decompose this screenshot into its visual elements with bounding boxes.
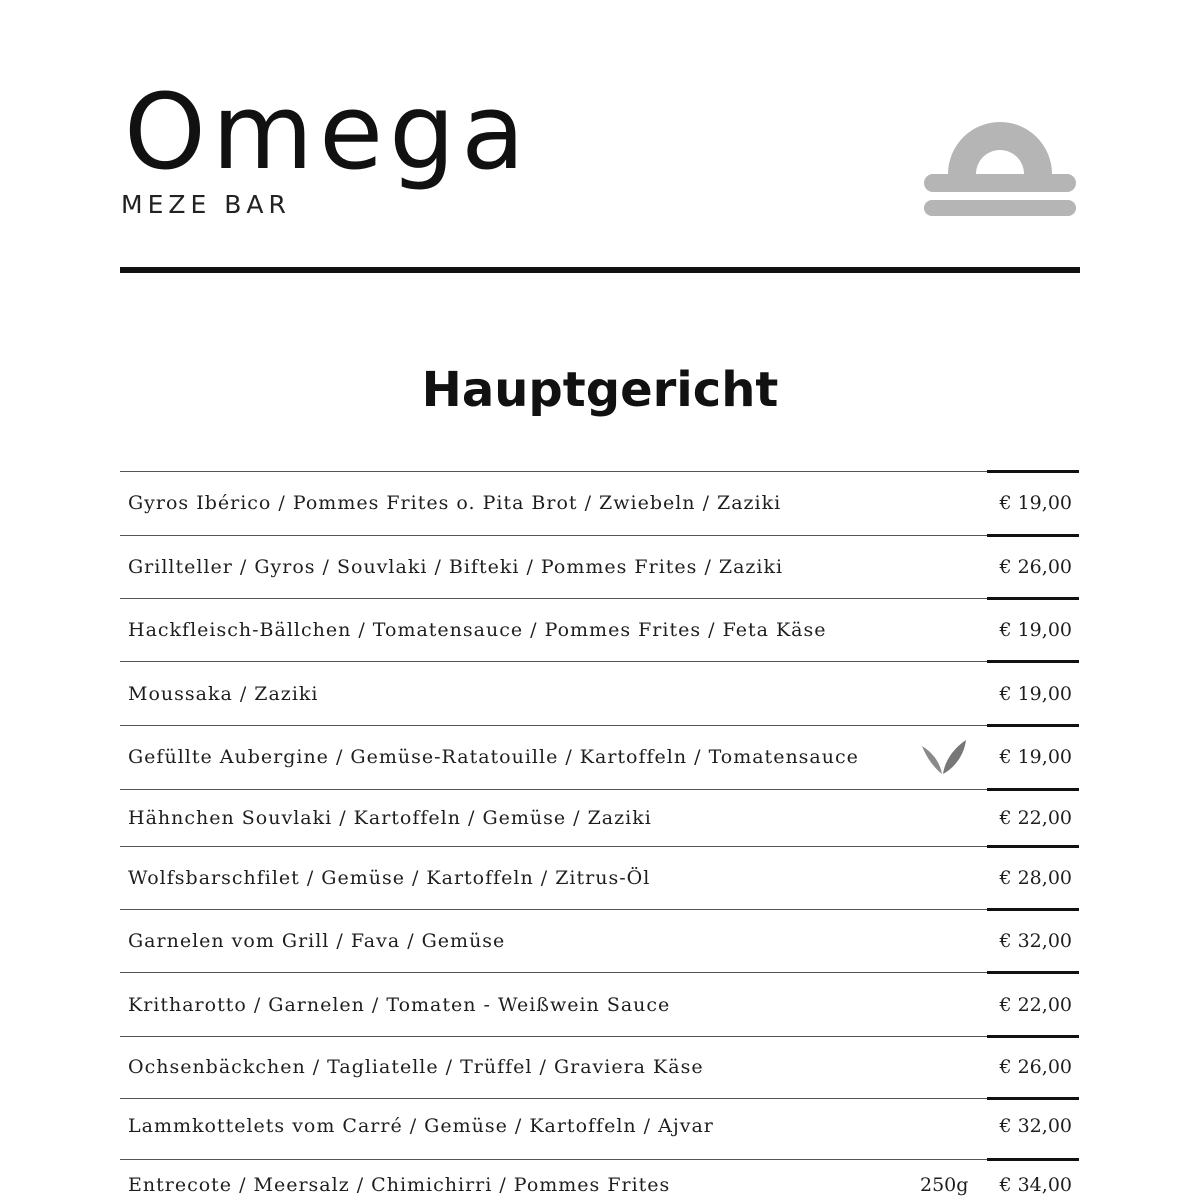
menu-item-name: Wolfsbarschfilet / Gemüse / Kartoffeln / Zitrus-Öl	[128, 867, 651, 889]
menu-item-name: Moussaka / Zaziki	[128, 683, 319, 705]
menu-item-price: € 19,00	[999, 683, 1072, 705]
price-divider	[987, 1035, 1079, 1038]
menu-item-price: € 26,00	[999, 1056, 1072, 1078]
price-divider	[987, 971, 1079, 974]
menu-list	[120, 0, 1080, 1200]
section-title: Hauptgericht	[421, 362, 779, 418]
price-divider	[987, 1097, 1079, 1100]
menu-item-weight: 250g	[920, 1174, 969, 1196]
price-divider	[987, 534, 1079, 537]
price-divider	[987, 908, 1079, 911]
menu-item-name: Hackfleisch-Bällchen / Tomatensauce / Pommes Frites / Feta Käse	[128, 619, 827, 641]
row-divider	[120, 725, 988, 726]
row-divider	[120, 1098, 988, 1099]
menu-item-price: € 19,00	[999, 746, 1072, 768]
menu-item-name: Gefüllte Aubergine / Gemüse-Ratatouille / Kartoffeln / Tomatensauce	[128, 746, 859, 768]
row-divider	[120, 1159, 988, 1160]
vegetarian-leaf-icon	[920, 736, 968, 776]
menu-item-name: Lammkottelets vom Carré / Gemüse / Kartoffeln / Ajvar	[128, 1115, 714, 1137]
brand-subtitle: MEZE BAR	[121, 190, 291, 219]
price-divider	[987, 724, 1079, 727]
price-divider	[987, 660, 1079, 663]
menu-item-name: Kritharotto / Garnelen / Tomaten - Weißwein Sauce	[128, 994, 671, 1016]
row-divider	[120, 1036, 988, 1037]
menu-item-name: Hähnchen Souvlaki / Kartoffeln / Gemüse / Zaziki	[128, 807, 652, 829]
menu-item-price: € 19,00	[999, 492, 1072, 514]
row-divider	[120, 972, 988, 973]
row-divider	[120, 789, 988, 790]
menu-item-price: € 34,00	[999, 1174, 1072, 1196]
row-divider	[120, 598, 988, 599]
menu-item-name: Ochsenbäckchen / Tagliatelle / Trüffel / Graviera Käse	[128, 1056, 704, 1078]
price-divider	[987, 470, 1079, 473]
row-divider	[120, 846, 988, 847]
row-divider	[120, 909, 988, 910]
menu-item-price: € 32,00	[999, 1115, 1072, 1137]
menu-item-price: € 19,00	[999, 619, 1072, 641]
menu-item-name: Garnelen vom Grill / Fava / Gemüse	[128, 930, 506, 952]
row-divider	[120, 471, 988, 472]
menu-item-name: Entrecote / Meersalz / Chimichirri / Pommes Frites	[128, 1174, 671, 1196]
price-divider	[987, 845, 1079, 848]
brand-title: Omega	[124, 71, 531, 193]
menu-item-price: € 32,00	[999, 930, 1072, 952]
menu-item-price: € 26,00	[999, 556, 1072, 578]
menu-item-price: € 22,00	[999, 807, 1072, 829]
row-divider	[120, 661, 988, 662]
price-divider	[987, 1158, 1079, 1161]
menu-item-price: € 22,00	[999, 994, 1072, 1016]
menu-item-price: € 28,00	[999, 867, 1072, 889]
price-divider	[987, 788, 1079, 791]
menu-item-name: Gyros Ibérico / Pommes Frites o. Pita Brot / Zwiebeln / Zaziki	[128, 492, 782, 514]
menu-item-name: Grillteller / Gyros / Souvlaki / Bifteki / Pommes Frites / Zaziki	[128, 556, 784, 578]
price-divider	[987, 597, 1079, 600]
row-divider	[120, 535, 988, 536]
